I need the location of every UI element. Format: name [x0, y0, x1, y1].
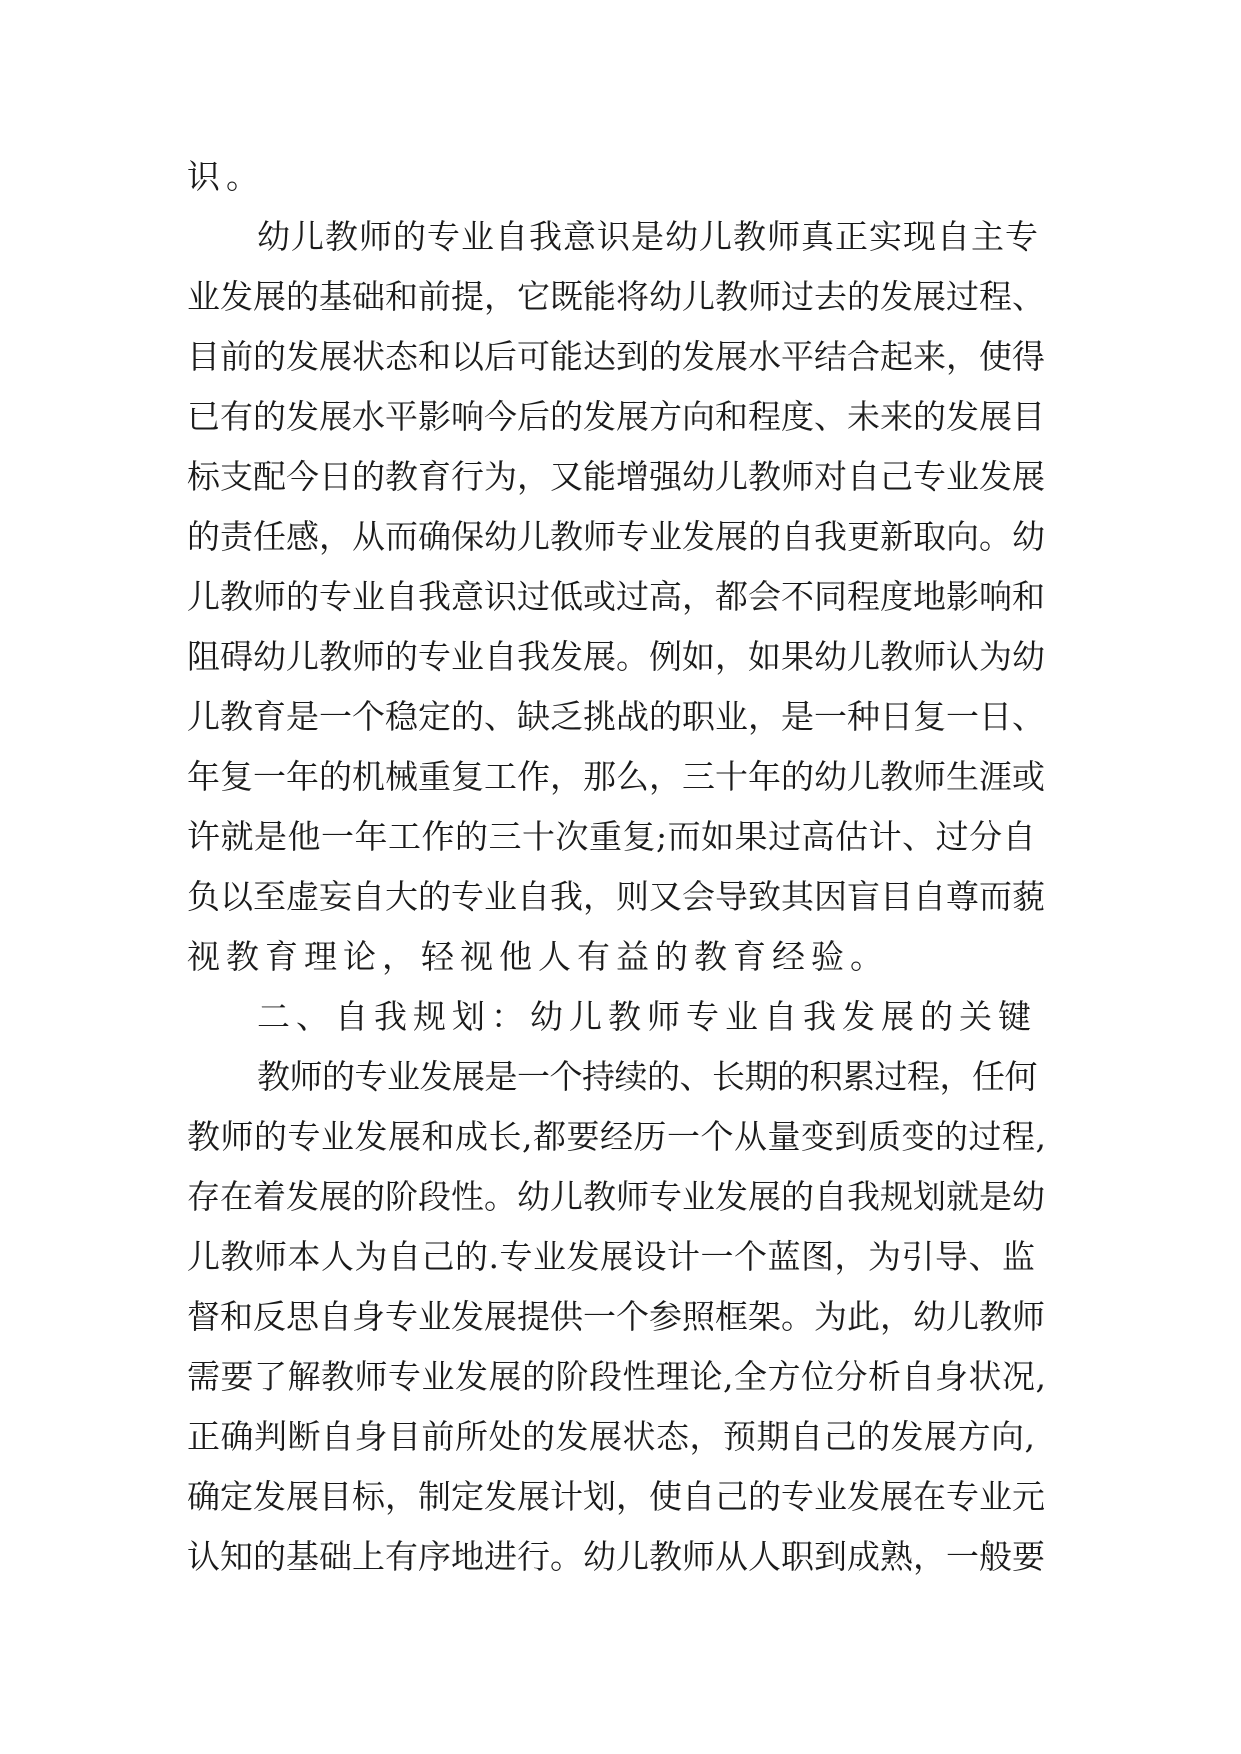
body-text [187, 147, 1047, 1587]
paragraph-first-line: 幼儿教师的专业自我意识是幼儿教师真正实现自主专 [257, 217, 1039, 256]
text-line: 正确判断自身目前所处的发展状态，预期自己的发展方向, [187, 1417, 1036, 1456]
text-line: 督和反思自身专业发展提供一个参照框架。为此，幼儿教师 [187, 1297, 1045, 1336]
text-line: 认知的基础上有序地进行。幼儿教师从人职到成熟，一般要 [187, 1537, 1045, 1576]
text-line: 儿教育是一个稳定的、缺乏挑战的职业，是一种日复一日、 [187, 697, 1045, 736]
text-line: 教师的专业发展和成长,都要经历一个从量变到质变的过程, [187, 1117, 1047, 1156]
text-line: 阻碍幼儿教师的专业自我发展。例如，如果幼儿教师认为幼 [187, 637, 1045, 676]
section-heading: 二、自我规划：幼儿教师专业自我发展的关键 [257, 997, 1037, 1036]
text-line: 识。 [187, 157, 265, 196]
text-line: 负以至虚妄自大的专业自我，则又会导致其因盲目自尊而藐 [187, 877, 1045, 916]
text-line: 儿教师的专业自我意识过低或过高，都会不同程度地影响和 [187, 577, 1045, 616]
text-line: 需要了解教师专业发展的阶段性理论,全方位分析自身状况, [187, 1357, 1047, 1396]
text-line: 业发展的基础和前提，它既能将幼儿教师过去的发展过程、 [187, 277, 1045, 316]
text-line: 存在着发展的阶段性。幼儿教师专业发展的自我规划就是幼 [187, 1177, 1045, 1216]
text-line: 的责任感，从而确保幼儿教师专业发展的自我更新取向。幼 [187, 517, 1045, 556]
text-line: 确定发展目标，制定发展计划，使自己的专业发展在专业元 [187, 1477, 1045, 1516]
text-line: 视教育理论，轻视他人有益的教育经验。 [187, 937, 889, 976]
text-line: 年复一年的机械重复工作，那么，三十年的幼儿教师生涯或 [187, 757, 1045, 796]
text-line: 目前的发展状态和以后可能达到的发展水平结合起来，使得 [187, 337, 1045, 376]
text-line: 标支配今日的教育行为，又能增强幼儿教师对自己专业发展 [187, 457, 1045, 496]
paragraph-first-line: 教师的专业发展是一个持续的、长期的积累过程，任何 [257, 1057, 1037, 1096]
text-line: 儿教师本人为自己的.专业发展设计一个蓝图，为引导、监 [187, 1237, 1036, 1276]
text-line: 许就是他一年工作的三十次重复;而如果过高估计、过分自 [187, 817, 1037, 856]
text-line: 已有的发展水平影响今后的发展方向和程度、未来的发展目 [187, 397, 1045, 436]
